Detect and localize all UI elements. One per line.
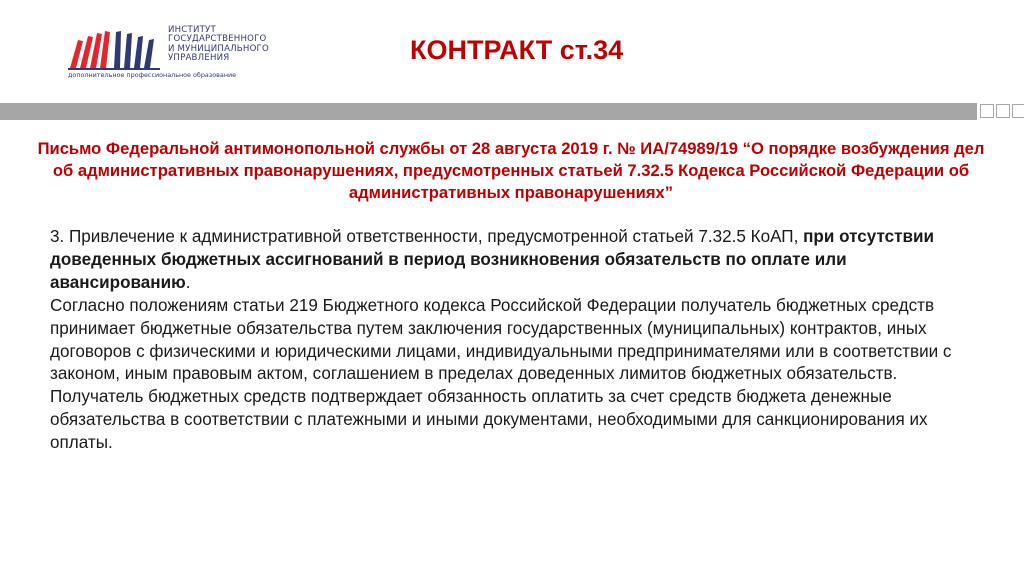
slide-body [50,226,980,455]
logo-line: УПРАВЛЕНИЯ [168,53,230,64]
logo-tagline: дополнительное профессиональное образование [68,71,237,79]
body-paragraph-1 [50,226,980,295]
logo-line: ИНСТИТУТ [168,25,216,35]
body-paragraph-3: Получатель бюджетных средств подтверждает обязанность оплатить за счет средств бюджета денежные обязательства в соответствии с платежными и иными документами, необходимыми для санкционирования их оплаты. [50,387,928,453]
header-divider [0,103,977,120]
logo-line: ГОСУДАРСТВЕННОГО [168,34,267,45]
book-logo-icon [68,28,166,70]
slide-subtitle: Письмо Федеральной антимонопольной службы от 28 августа 2019 г. № ИА/74989/19 “О порядке возбуждения дел об административных правонарушениях, предусмотренных статьей 7.32.5 Кодекса Российской Федерации об административных правонарушениях” [37,139,985,202]
slide-title: КОНТРАКТ ст.34 [410,35,624,65]
body-paragraph-2: Согласно положениям статьи 219 Бюджетного кодекса Российской Федерации получатель бюджетных средств принимает бюджетные обязательства путем заключения государственных (муниципальных) контрактов, иных договоров с физическими и юридическими лицами, индивидуальными предпринимателями или в соответствии с законом, иным правовым актом, соглашением в пределах доведенных лимитов бюджетных обязательств. [50,295,952,384]
institute-logo [68,24,308,82]
emphasis-text: при отсутствии доведенных бюджетных ассигнований в период возникновения обязательств по оплате или авансированию [50,227,935,292]
logo-line: И МУНИЦИПАЛЬНОГО [168,43,269,54]
logo-title [168,26,308,64]
paragraph-text: . [185,272,191,292]
paragraph-text: 3. Привлечение к административной ответственности, предусмотренной статьей 7.32.5 КоАП, [50,227,804,246]
decor-square [996,104,1010,118]
decor-square [980,104,994,118]
decor-square [1012,104,1024,118]
